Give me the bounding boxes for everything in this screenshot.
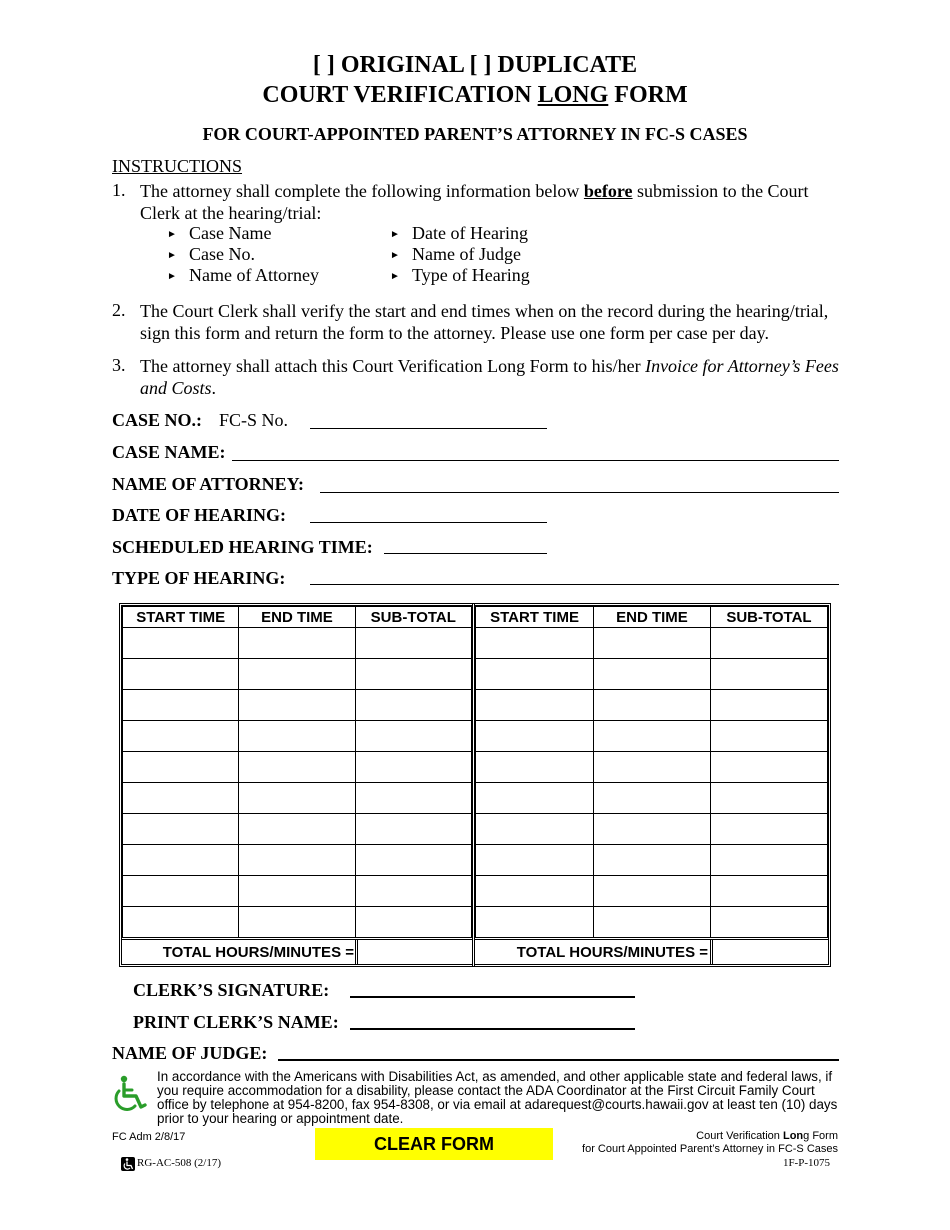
case-no-label: CASE NO.:: [112, 410, 203, 430]
start-time-cell[interactable]: [476, 752, 594, 783]
print-clerk-name-label: PRINT CLERK’S NAME:: [133, 1012, 339, 1032]
form-title: [0, 82, 950, 109]
bullet-arrow-icon: ►: [390, 271, 400, 282]
sub-total-cell[interactable]: [355, 876, 471, 907]
sub-total-cell[interactable]: [710, 628, 827, 659]
start-time-cell[interactable]: [476, 690, 594, 721]
end-time-cell[interactable]: [239, 907, 355, 938]
time-row: [123, 721, 472, 752]
clear-form-button[interactable]: CLEAR FORM: [315, 1128, 553, 1160]
time-row: [476, 876, 828, 907]
end-time-cell[interactable]: [594, 659, 711, 690]
bullet-item: ► Name of Attorney: [167, 265, 319, 285]
start-time-cell[interactable]: [476, 721, 594, 752]
bullet-list-left: [167, 223, 319, 286]
start-time-cell[interactable]: [123, 876, 239, 907]
sub-total-cell[interactable]: [710, 721, 827, 752]
instruction-3-text: The attorney shall attach this Court Verification Long Form to his/her Invoice for Attorney’s Fees and Costs.: [140, 356, 839, 398]
form-number: 1F-P-1075: [782, 1157, 830, 1169]
sub-total-cell[interactable]: [355, 690, 471, 721]
header-end-time: END TIME: [594, 607, 711, 628]
form-name-line2: for Court Appointed Parent’s Attorney in FC-S Cases: [582, 1143, 838, 1155]
instruction-1-text: [140, 180, 840, 224]
time-row: [476, 659, 828, 690]
sub-total-cell[interactable]: [710, 814, 827, 845]
end-time-cell[interactable]: [594, 721, 711, 752]
sub-total-cell[interactable]: [355, 752, 471, 783]
end-time-cell[interactable]: [594, 690, 711, 721]
bullet-item: ► Case Name: [167, 223, 272, 243]
sub-total-cell[interactable]: [710, 783, 827, 814]
end-time-cell[interactable]: [594, 783, 711, 814]
fcs-prefix: FC-S No.: [219, 410, 289, 430]
bullet-item: ► Type of Hearing: [390, 265, 530, 285]
form-name-line1: Court Verification Long Form: [696, 1130, 838, 1142]
case-name-label: CASE NAME:: [112, 442, 226, 462]
start-time-cell[interactable]: [476, 628, 594, 659]
judge-label: NAME OF JUDGE:: [112, 1043, 268, 1063]
header-start-time: START TIME: [476, 607, 594, 628]
sub-total-cell[interactable]: [355, 721, 471, 752]
bullet-item: ► Date of Hearing: [390, 223, 528, 243]
instruction-1-number: 1.: [112, 180, 126, 200]
start-time-cell[interactable]: [123, 628, 239, 659]
bullet-item: ► Case No.: [167, 244, 255, 264]
attorney-field[interactable]: [320, 492, 839, 493]
header-end-time: END TIME: [239, 607, 355, 628]
total-value-right[interactable]: [710, 940, 829, 964]
sub-total-cell[interactable]: [710, 659, 827, 690]
start-time-cell[interactable]: [476, 814, 594, 845]
date-of-hearing-field[interactable]: [310, 522, 547, 523]
end-time-cell[interactable]: [239, 876, 355, 907]
end-time-cell[interactable]: [239, 721, 355, 752]
sub-total-cell[interactable]: [710, 845, 827, 876]
accessibility-icon: [121, 1157, 135, 1171]
sub-total-cell[interactable]: [355, 659, 471, 690]
header-sub-total: SUB-TOTAL: [710, 607, 827, 628]
original-duplicate-line: [ ] ORIGINAL [ ] DUPLICATE: [312, 52, 638, 78]
start-time-cell[interactable]: [476, 876, 594, 907]
title-post: FORM: [608, 82, 688, 108]
instruction-2-number: 2.: [112, 300, 126, 320]
header-start-time: START TIME: [123, 607, 239, 628]
case-name-field[interactable]: [232, 460, 839, 461]
wheelchair-icon: [110, 1074, 150, 1114]
start-time-cell[interactable]: [123, 845, 239, 876]
sub-total-cell[interactable]: [355, 845, 471, 876]
form-code: FC Adm 2/8/17: [112, 1131, 186, 1143]
form-subtitle: FOR COURT-APPOINTED PARENT’S ATTORNEY IN FC-S CASES: [202, 124, 748, 144]
end-time-cell[interactable]: [239, 690, 355, 721]
time-row: [123, 845, 472, 876]
instruction-3-number: 3.: [112, 355, 126, 375]
time-row: [123, 690, 472, 721]
time-row: [476, 845, 828, 876]
time-row: [476, 783, 828, 814]
scheduled-time-label: SCHEDULED HEARING TIME:: [112, 537, 373, 557]
bullet-arrow-icon: ►: [390, 250, 400, 261]
time-row: [123, 752, 472, 783]
end-time-cell[interactable]: [594, 907, 711, 938]
type-of-hearing-field[interactable]: [310, 584, 839, 585]
total-row-right: [475, 937, 828, 967]
end-time-cell[interactable]: [594, 845, 711, 876]
start-time-cell[interactable]: [123, 659, 239, 690]
time-row: [476, 628, 828, 659]
bullet-arrow-icon: ►: [390, 229, 400, 240]
attorney-label: NAME OF ATTORNEY:: [112, 474, 305, 494]
sub-total-cell[interactable]: [355, 783, 471, 814]
start-time-cell[interactable]: [123, 752, 239, 783]
end-time-cell[interactable]: [594, 814, 711, 845]
end-time-cell[interactable]: [594, 628, 711, 659]
sub-total-cell[interactable]: [710, 907, 827, 938]
time-row: [123, 876, 472, 907]
total-value-left[interactable]: [355, 940, 473, 964]
bullet-arrow-icon: ►: [167, 250, 177, 261]
sub-total-cell[interactable]: [355, 628, 471, 659]
total-label-right: TOTAL HOURS/MINUTES =: [516, 944, 708, 961]
bullet-arrow-icon: ►: [167, 271, 177, 282]
start-time-cell[interactable]: [123, 721, 239, 752]
time-row: [123, 783, 472, 814]
time-row: [476, 721, 828, 752]
sub-total-cell[interactable]: [710, 876, 827, 907]
end-time-cell[interactable]: [239, 814, 355, 845]
start-time-cell[interactable]: [123, 907, 239, 938]
bullet-item: ► Name of Judge: [390, 244, 521, 264]
instruction-1-bold: before: [583, 181, 633, 201]
end-time-cell[interactable]: [239, 628, 355, 659]
title-long: LONG: [537, 82, 609, 108]
rg-code: RG-AC-508 (2/17): [137, 1157, 222, 1169]
instruction-1-post: submission to the Court Clerk at the hearing/trial:: [140, 181, 809, 223]
end-time-cell[interactable]: [239, 659, 355, 690]
start-time-cell[interactable]: [476, 845, 594, 876]
time-table-left: [122, 606, 472, 938]
time-row: [476, 690, 828, 721]
instructions-heading: INSTRUCTIONS: [112, 156, 243, 176]
time-row: [123, 659, 472, 690]
bullet-arrow-icon: ►: [167, 229, 177, 240]
time-table-right: [475, 606, 828, 938]
end-time-cell[interactable]: [594, 876, 711, 907]
start-time-cell[interactable]: [123, 690, 239, 721]
time-row: [123, 628, 472, 659]
title-pre: COURT VERIFICATION: [262, 82, 538, 108]
total-row-left: [122, 937, 472, 967]
invoice-title: Invoice for Attorney’s Fees and Costs: [140, 356, 839, 398]
ada-notice: In accordance with the Americans with Disabilities Act, as amended, and other applicable state and federal laws, if you require accommodation for a disability, please contact the ADA Coordinator at the First Circuit Family Court office by telephone at 954-8200, fax 954-8308, or via email at adarequest@courts.hawaii.gov at least ten (10) days prior to your hearing or appointment date.: [157, 1069, 838, 1126]
start-time-cell[interactable]: [123, 783, 239, 814]
sub-total-cell[interactable]: [355, 814, 471, 845]
date-of-hearing-label: DATE OF HEARING:: [112, 505, 287, 525]
sub-total-cell[interactable]: [355, 907, 471, 938]
clerk-signature-label: CLERK’S SIGNATURE:: [133, 980, 330, 1000]
sub-total-cell[interactable]: [710, 690, 827, 721]
end-time-cell[interactable]: [239, 783, 355, 814]
time-row: [476, 814, 828, 845]
time-row: [476, 752, 828, 783]
instruction-1-pre: The attorney shall complete the following information below: [140, 181, 584, 201]
print-clerk-name-field[interactable]: [350, 1028, 635, 1030]
scheduled-time-field[interactable]: [384, 553, 547, 554]
judge-field[interactable]: [278, 1059, 839, 1061]
start-time-cell[interactable]: [476, 783, 594, 814]
time-row: [123, 907, 472, 938]
start-time-cell[interactable]: [476, 659, 594, 690]
sub-total-cell[interactable]: [710, 752, 827, 783]
start-time-cell[interactable]: [123, 814, 239, 845]
instruction-2-text: The Court Clerk shall verify the start and end times when on the record during the hearing/trial, sign this form and return the form to the attorney. Please use one form per case per day.: [140, 301, 829, 343]
end-time-cell[interactable]: [239, 752, 355, 783]
start-time-cell[interactable]: [476, 907, 594, 938]
bullet-list-right: [390, 223, 530, 286]
type-of-hearing-label: TYPE OF HEARING:: [112, 568, 286, 588]
time-row: [476, 907, 828, 938]
header-sub-total: SUB-TOTAL: [355, 607, 471, 628]
case-no-field[interactable]: [310, 428, 547, 429]
end-time-cell[interactable]: [239, 845, 355, 876]
clerk-signature-field[interactable]: [350, 996, 635, 998]
total-label-left: TOTAL HOURS/MINUTES =: [162, 944, 354, 961]
end-time-cell[interactable]: [594, 752, 711, 783]
time-row: [123, 814, 472, 845]
